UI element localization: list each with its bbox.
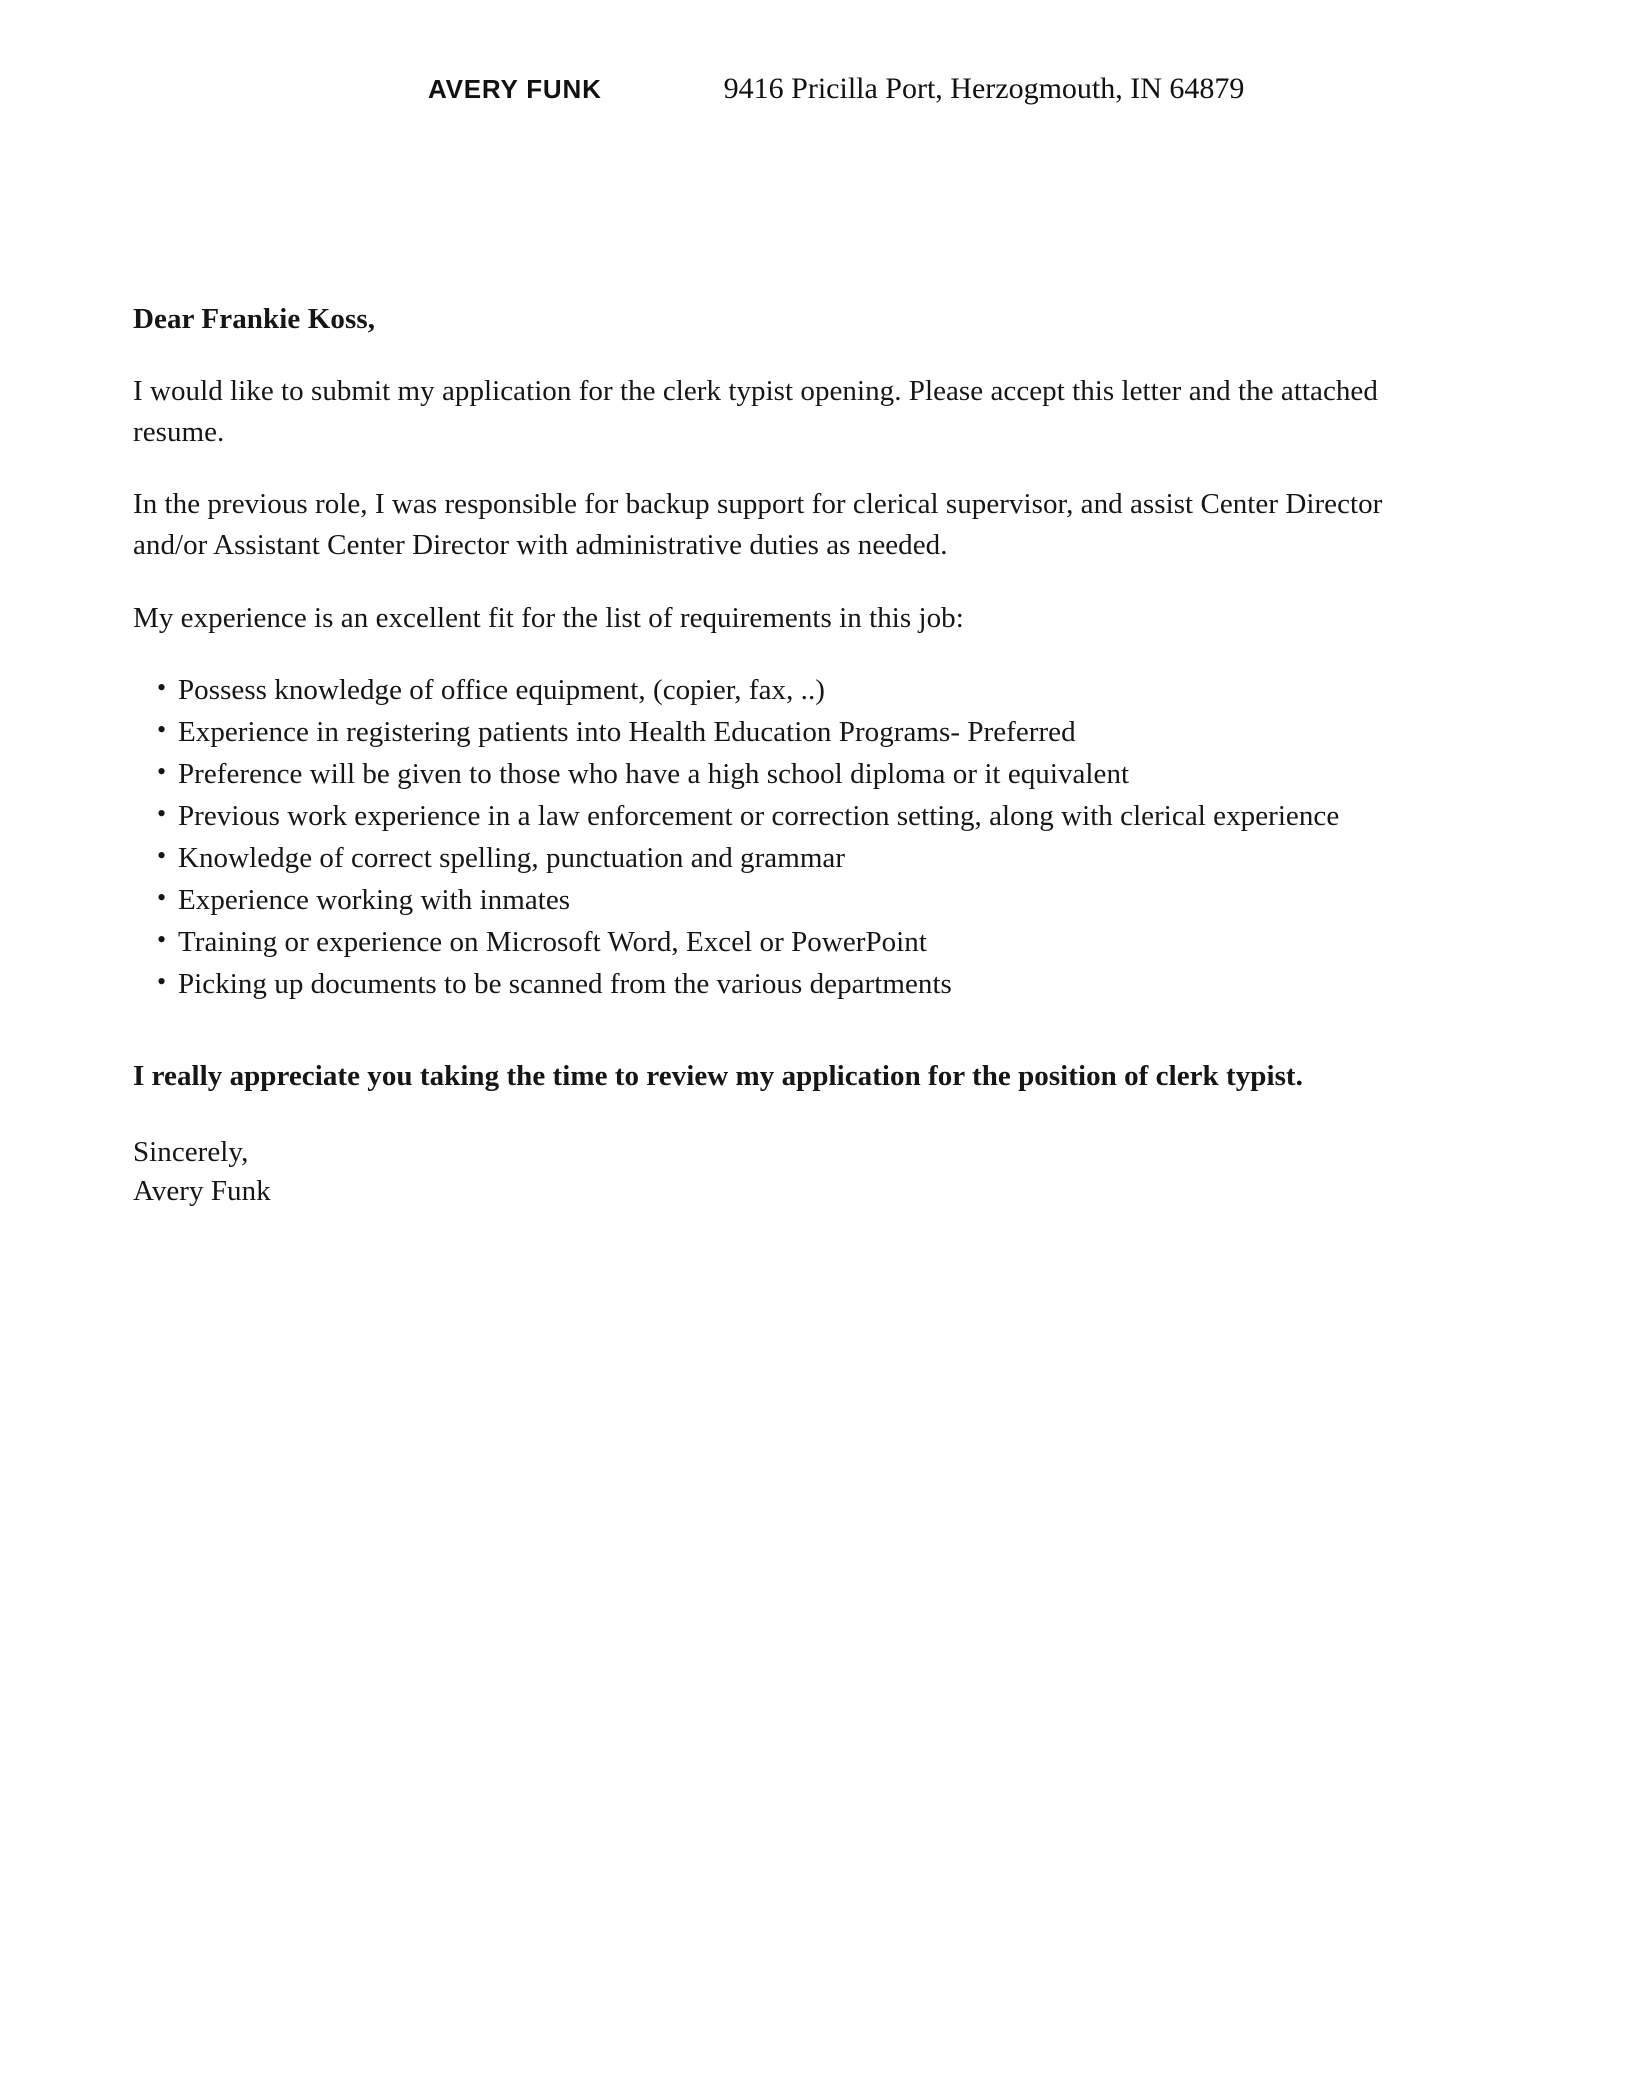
bullet-icon: • [157,673,167,703]
bullet-icon: • [157,715,167,745]
sender-address: 9416 Pricilla Port, Herzogmouth, IN 64879 [723,72,1245,105]
sign-off: Sincerely, [133,1136,249,1169]
bullet-icon: • [157,925,167,955]
list-item-label: Possess knowledge of office equipment, (copier, fax, ..) [178,674,825,707]
list-item-label: Training or experience on Microsoft Word, Excel or PowerPoint [178,926,927,959]
list-item-label: Preference will be given to those who have a high school diploma or it equivalent [178,758,1130,791]
requirements-list [133,670,1418,1004]
salutation: Dear Frankie Koss, [133,303,376,335]
bullet-icon: • [157,841,167,871]
letter-body [133,300,1418,1211]
list-item-label: Knowledge of correct spelling, punctuation and grammar [178,842,846,875]
list-item [133,754,1418,794]
list-item-label: Picking up documents to be scanned from the various departments [178,968,952,1001]
list-item-label: Previous work experience in a law enforcement or correction setting, along with clerical experience [178,800,1340,833]
list-item [133,712,1418,752]
body-paragraph-intro: I would like to submit my application for the clerk typist opening. Please accept this letter and the attached resume. [133,375,1378,448]
list-item [133,796,1418,836]
body-paragraph-requirements-intro: My experience is an excellent fit for the list of requirements in this job: [133,601,964,634]
bullet-icon: • [157,967,167,997]
list-item-label: Experience working with inmates [178,884,571,917]
list-item [133,964,1418,1004]
bullet-icon: • [157,757,167,787]
letterhead [133,72,1499,120]
list-item-label: Experience in registering patients into Health Education Programs- Preferred [178,716,1076,749]
body-paragraph-experience: In the previous role, I was responsible for backup support for clerical supervisor, and assist Center Director and/or Assistant Center Director with administrative duties as needed. [133,488,1383,562]
list-item [133,838,1418,878]
closing-statement: I really appreciate you taking the time to review my application for the position of clerk typist. [133,1060,1303,1093]
signature-block [133,1133,1418,1210]
list-item [133,922,1418,962]
signature-name: Avery Funk [133,1174,271,1207]
list-item [133,880,1418,920]
sender-name: AVERY FUNK [428,74,602,104]
list-item [133,670,1418,710]
bullet-icon: • [157,883,167,913]
bullet-icon: • [157,799,167,829]
